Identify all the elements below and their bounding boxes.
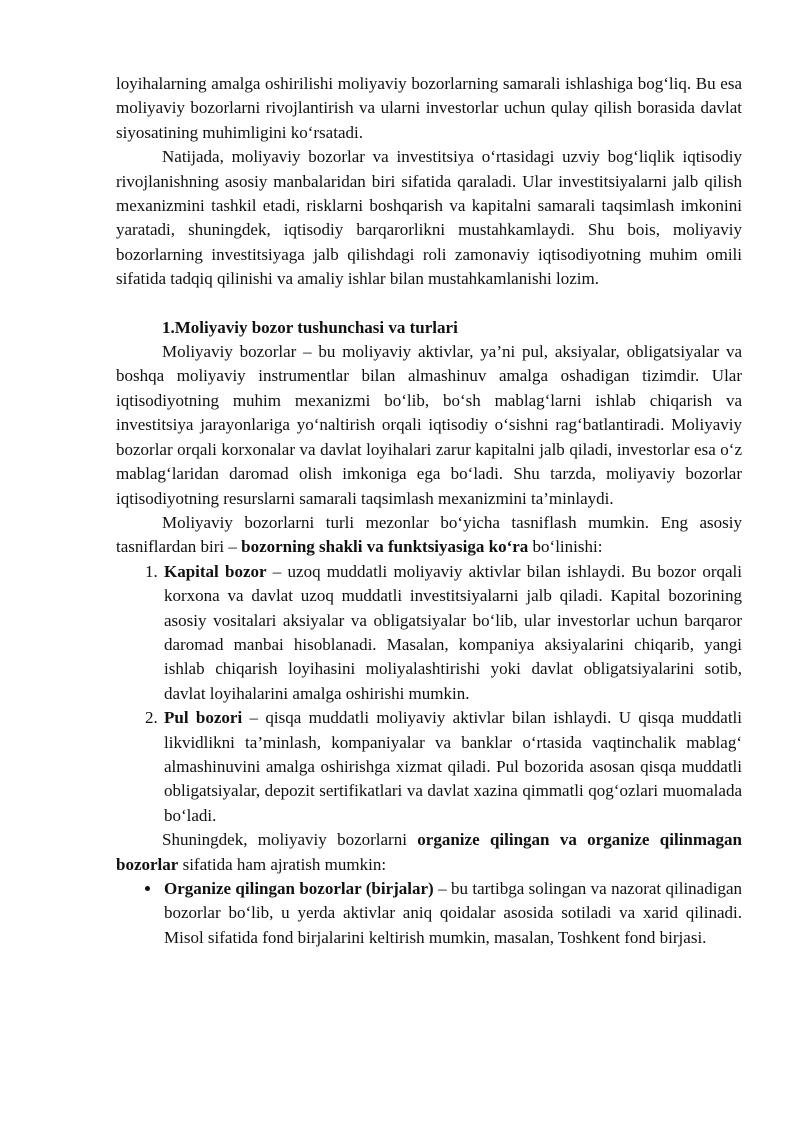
bullet-list	[116, 877, 742, 950]
list-item-text: – qisqa muddatli moliyaviy aktivlar bilan ishlaydi. U qisqa muddatli likvidlikni ta’minlash, kompaniyalar va banklar o‘rtasida vaqtinchalik mablag‘ almashinuvini amalga oshirishga xizmat qiladi. Pul bozorida asosan qisqa muddatli obligatsiyalar, depozit sertifikatlari va davlat xazina qimmatli qog‘ozlari muomalada bo‘ladi.	[164, 708, 742, 825]
intro-continuation-paragraph: loyihalarning amalga oshirilishi moliyaviy bozorlarning samarali ishlashiga bog‘liq. Bu esa moliyaviy bozorlarni rivojlantirish va ularni investorlar uchun qulay qilish borasida davlat siyosatining muhimligini ko‘rsatadi.	[116, 74, 742, 142]
conclusion-paragraph: Natijada, moliyaviy bozorlar va investitsiya o‘rtasidagi uzviy bog‘liqlik iqtisodiy rivojlanishning asosiy manbalaridan biri sifatida qaraladi. Ular investitsiyalarni jalb qilish mexanizmini tashkil etadi, risklarni boshqarish va kapitalni samarali taqsimlash imkonini yaratadi, shuningdek, iqtisodiy barqarorlikni mustahkamlaydi. Shu bois, moliyaviy bozorlarning investitsiyaga jalb qilishdagi roli zamonaviy iqtisodiyotning muhim omili sifatida tadqiq qilinishi va amaliy ishlar bilan mustahkamlanishi lozim.	[116, 147, 742, 289]
organized-intro-lead: Shuningdek, moliyaviy bozorlarni	[162, 830, 418, 850]
classification-bold: bozorning shakli va funktsiyasiga ko‘ra	[241, 537, 529, 557]
document-page	[116, 72, 742, 950]
organized-intro-paragraph	[116, 828, 742, 877]
organized-intro-tail: sifatida ham ajratish mumkin:	[178, 854, 387, 874]
list-item	[162, 560, 742, 706]
definition-paragraph: Moliyaviy bozorlar – bu moliyaviy aktivlar, ya’ni pul, aksiyalar, obligatsiyalar va boshqa moliyaviy instrumentlar bilan almashinuv amalga oshadigan tizimdir. Ular iqtisodiyotning muhim mexanizmi bo‘lib, bo‘sh mablag‘larni ishlab chiqarish va investitsiya jarayonlariga yo‘naltirish orqali iqtisodiy o‘sishni rag‘batlantiradi. Moliyaviy bozorlar orqali korxonalar va davlat loyihalari zarur kapitalni jalb qiladi, investorlar esa o‘z mablag‘laridan daromad olish imkoniga ega bo‘ladi. Shu tarzda, moliyaviy bozorlar iqtisodiyotning resurslarni samarali taqsimlash mexanizmini ta’minlaydi.	[116, 342, 742, 508]
classification-tail: bo‘linishi:	[528, 537, 603, 557]
bullet-item-term: Organize qilingan bozorlar (birjalar)	[164, 879, 434, 898]
classification-lead: Moliyaviy bozorlarni turli mezonlar bo‘yicha tasniflash mumkin. Eng asosiy tasniflardan biri –	[116, 512, 742, 557]
list-item-term: Kapital bozor	[164, 561, 267, 581]
list-item-text: – uzoq muddatli moliyaviy aktivlar bilan ishlaydi. Bu bozor orqali korxona va davlat uzoq muddatli investitsiyalarni jalb qiladi. Kapital bozorining asosiy vositalari aksiyalar va obligatsiyalar bo‘lib, ular investorlar uchun barqaror daromad manbai hisoblanadi. Masalan, kompaniya aksiyalarini chiqarib, yangi ishlab chiqarish loyihasini moliyalashtirishi yoki davlat obligatsiyalarini sotib, davlat loyihalarini amalga oshirishi mumkin.	[164, 561, 742, 703]
classification-paragraph	[116, 511, 742, 560]
numbered-list	[116, 560, 742, 828]
list-item	[162, 706, 742, 828]
bullet-item	[162, 877, 742, 950]
section-heading: 1.Moliyaviy bozor tushunchasi va turlari	[162, 317, 458, 337]
list-item-term: Pul bozori	[164, 708, 243, 728]
organized-intro-bold: organize qilingan va organize qilinmagan bozorlar	[116, 830, 743, 874]
paragraph-spacer	[116, 292, 742, 316]
bullet-item-text: – bu tartibga solingan va nazorat qilinadigan bozorlar bo‘lib, u yerda aktivlar aniq qoidalar asosida sotiladi va xarid qilinadi. Misol sifatida fond birjalarini keltirish mumkin, masalan, Toshkent fond birjasi.	[164, 879, 742, 947]
